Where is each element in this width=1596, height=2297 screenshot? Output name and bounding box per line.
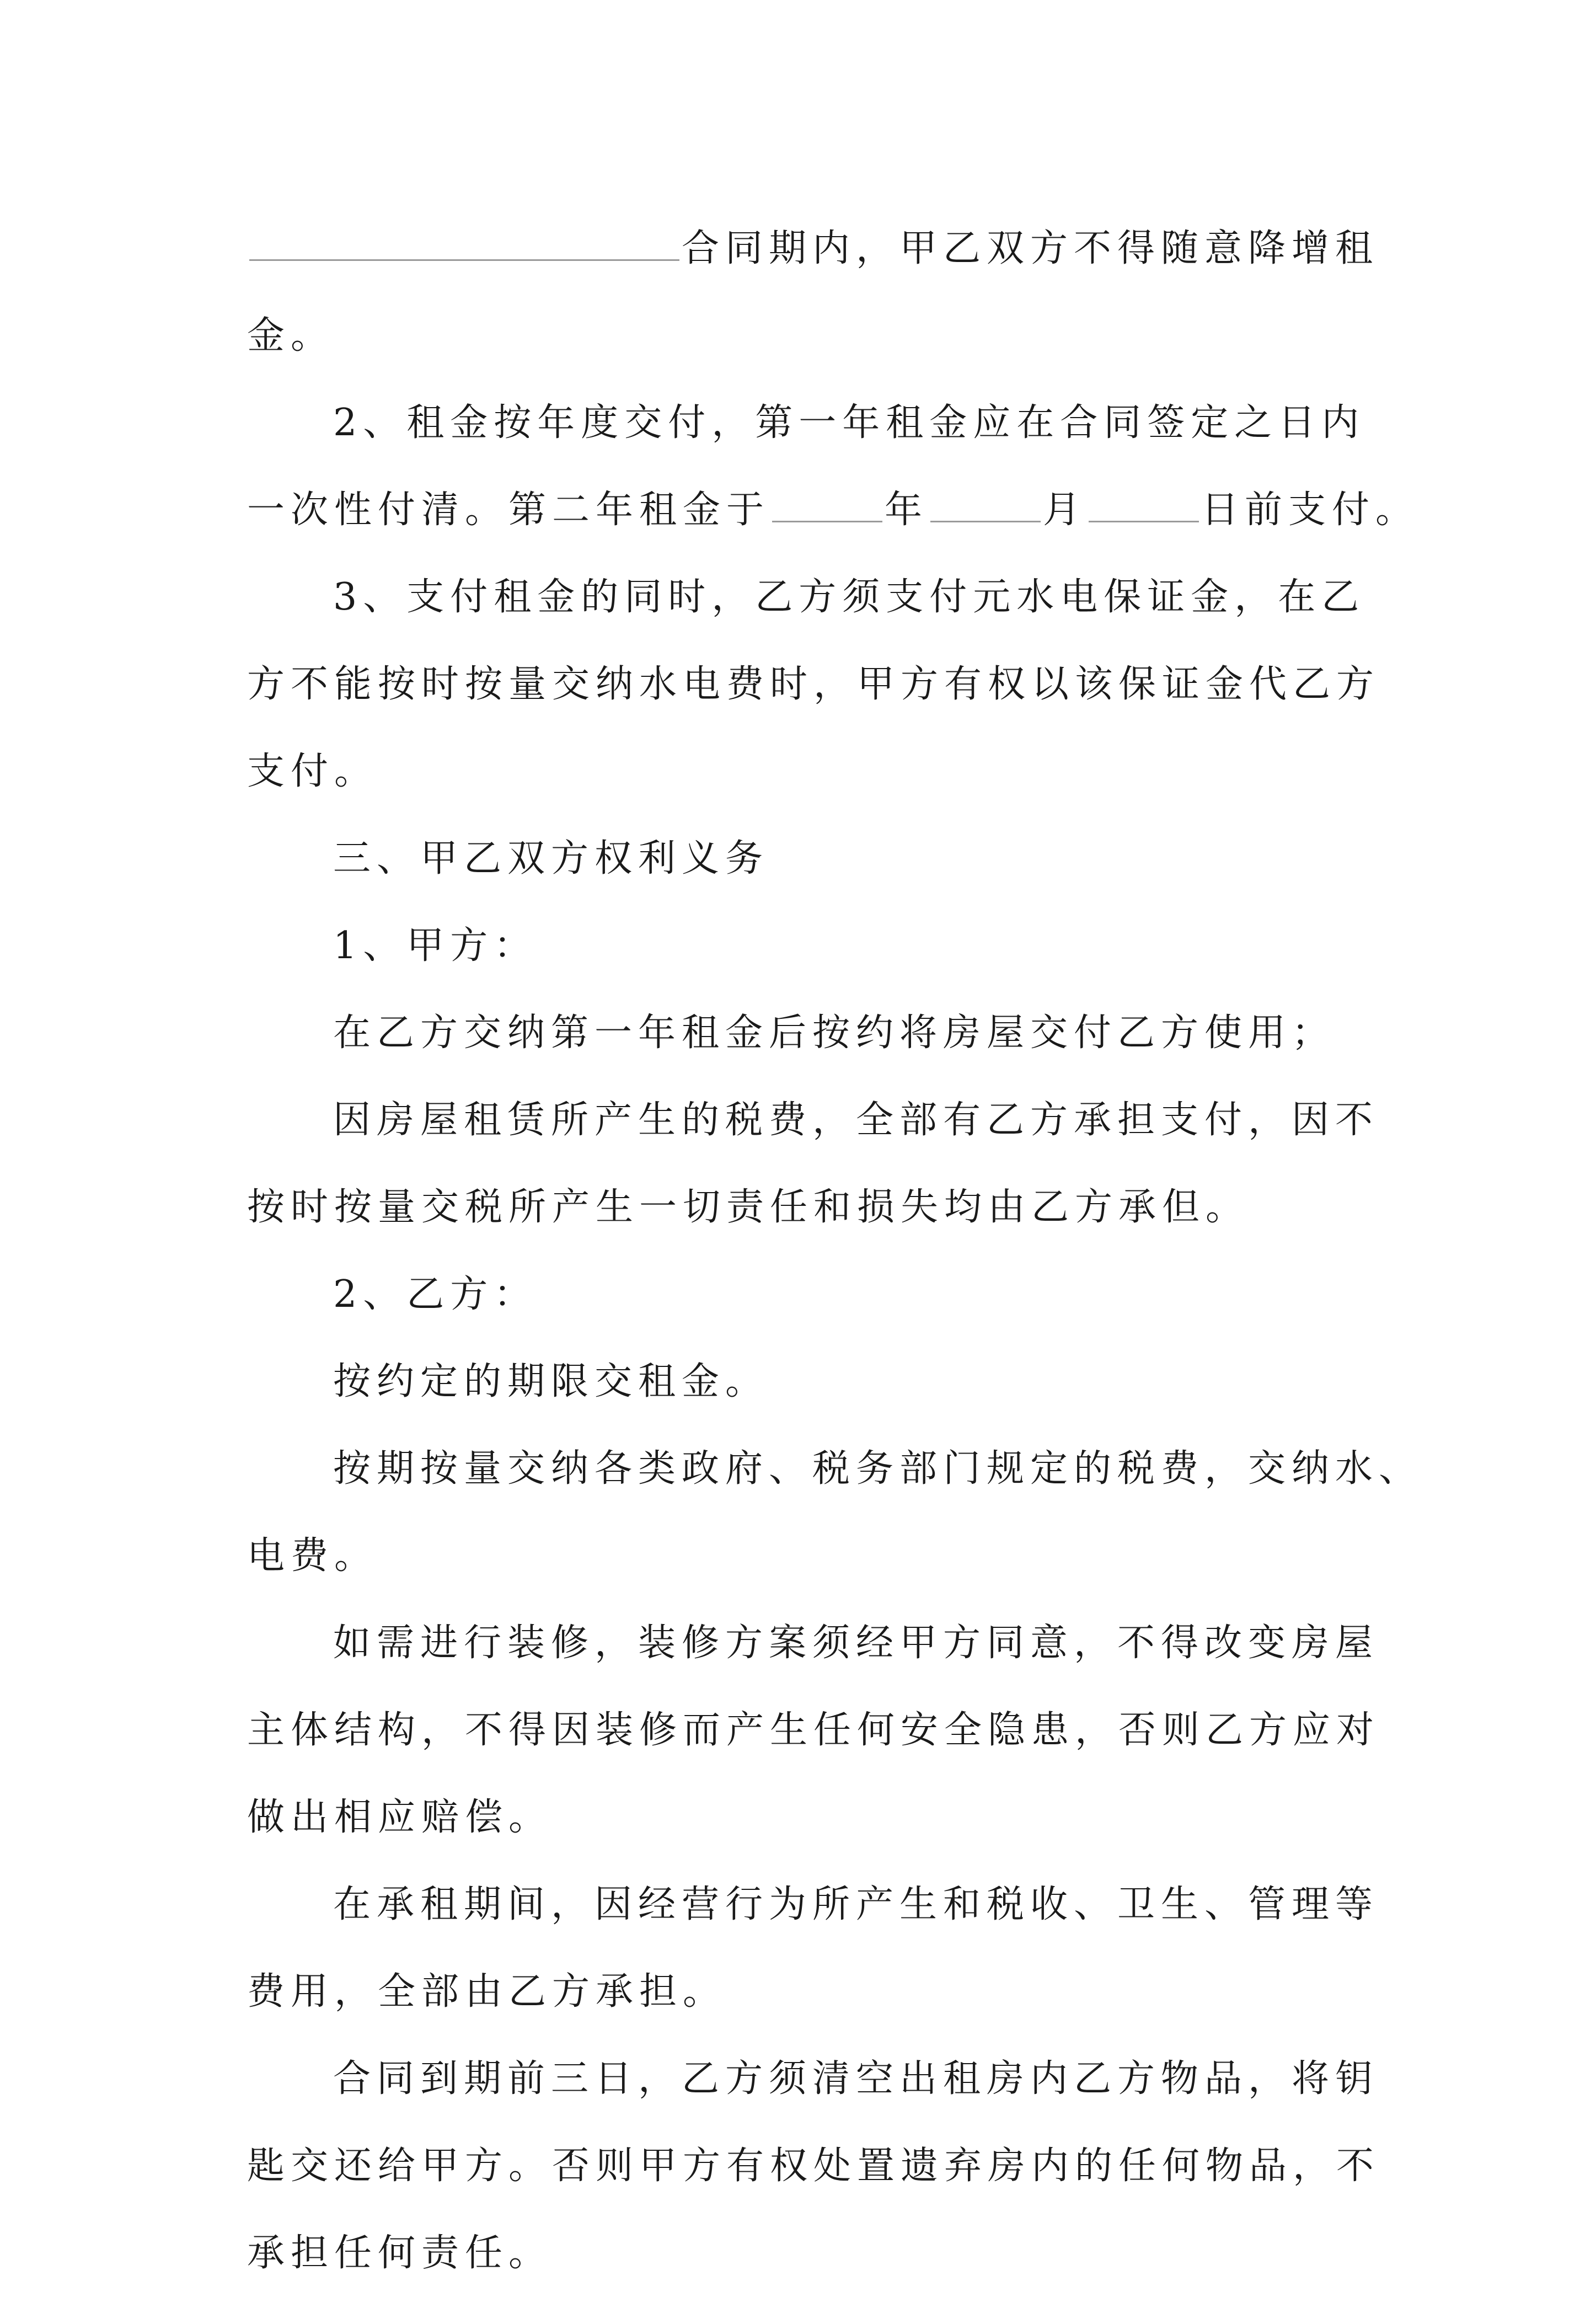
paragraph-b-vacate-line2: 匙交还给甲方。否则甲方有权处置遗弃房内的任何物品，不 <box>247 2144 1380 2188</box>
paragraph-b-rent: 按约定的期限交租金。 <box>333 1360 769 1403</box>
fill-in-blank[interactable] <box>249 259 679 261</box>
paragraph-payment-line1: 2、租金按年度交付，第一年租金应在合同签定之日内 <box>333 401 1365 445</box>
paragraph-deposit-line3: 支付。 <box>247 750 378 793</box>
paragraph-b-taxes-line2: 电费。 <box>247 1534 378 1578</box>
paragraph-payment-line2 <box>247 467 1420 554</box>
subheading-party-b: 2、乙方： <box>333 1273 538 1316</box>
year-label: 年 <box>885 488 929 532</box>
month-blank[interactable] <box>930 520 1041 522</box>
section-heading-rights: 三、甲乙双方权利义务 <box>333 837 769 880</box>
paragraph-b-fees-line2: 费用，全部由乙方承担。 <box>247 1970 727 2013</box>
paragraph-b-vacate-line1: 合同到期前三日，乙方须清空出租房内乙方物品，将钥 <box>333 2057 1379 2101</box>
paragraph-rent-fixed-line1 <box>247 205 1379 292</box>
paragraph-a-taxes-line2: 按时按量交税所产生一切责任和损失均由乙方承但。 <box>247 1185 1250 1229</box>
paragraph-deposit-line1: 3、支付租金的同时，乙方须支付元水电保证金，在乙 <box>333 575 1365 619</box>
paragraph-text: 一次性付清。第二年租金于 <box>247 488 770 532</box>
paragraph-b-renovation-line1: 如需进行装修，装修方案须经甲方同意，不得改变房屋 <box>333 1621 1379 1665</box>
year-blank[interactable] <box>772 520 882 522</box>
paragraph-b-taxes-line1: 按期按量交纳各类政府、税务部门规定的税费，交纳水、 <box>333 1447 1423 1491</box>
paragraph-b-fees-line1: 在承租期间，因经营行为所产生和税收、卫生、管理等 <box>333 1883 1379 1926</box>
paragraph-rent-fixed-line2: 金。 <box>247 314 335 357</box>
document-body <box>247 205 1423 2297</box>
subheading-party-a: 1、甲方： <box>333 924 538 968</box>
paragraph-a-delivery: 在乙方交纳第一年租金后按约将房屋交付乙方使用； <box>333 1011 1336 1055</box>
day-label: 日前支付。 <box>1201 488 1420 532</box>
day-blank[interactable] <box>1089 520 1199 522</box>
paragraph-text: 合同期内，甲乙双方不得随意降增租 <box>682 227 1379 270</box>
paragraph-deposit-line2: 方不能按时按量交纳水电费时，甲方有权以该保证金代乙方 <box>247 663 1380 706</box>
paragraph-b-renovation-line3: 做出相应赔偿。 <box>247 1796 553 1839</box>
paragraph-b-renovation-line2: 主体结构，不得因装修而产生任何安全隐患，否则乙方应对 <box>247 1708 1380 1752</box>
paragraph-b-vacate-line3: 承担任何责任。 <box>247 2231 553 2275</box>
month-label: 月 <box>1043 488 1087 532</box>
paragraph-a-taxes-line1: 因房屋租赁所产生的税费，全部有乙方承担支付，因不 <box>333 1098 1379 1142</box>
